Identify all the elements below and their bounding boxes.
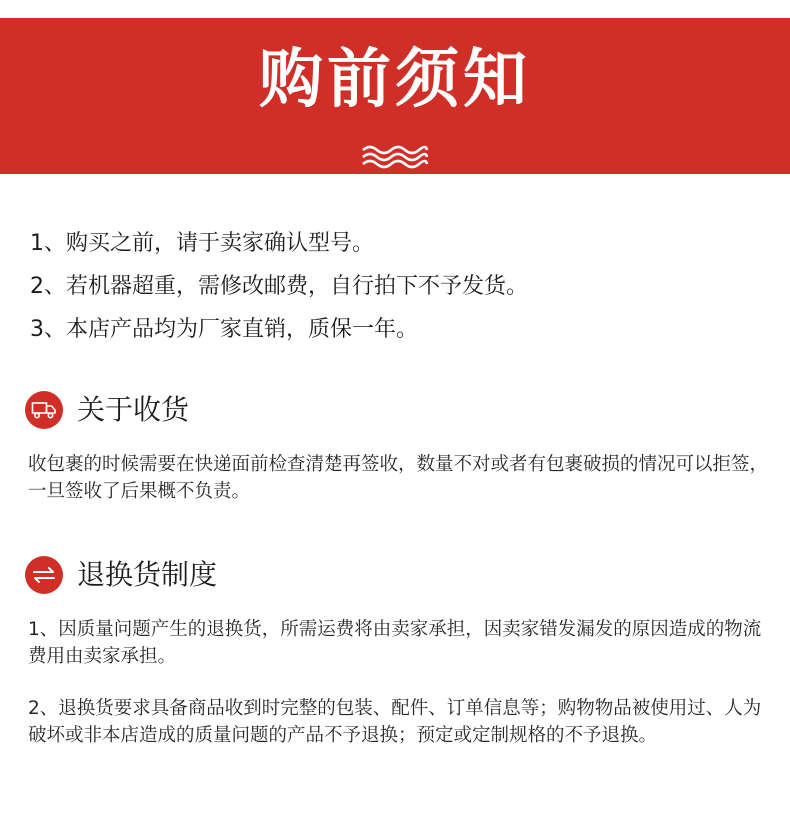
returns-paragraph: 2、退换货要求具备商品收到时完整的包装、配件、订单信息等；购物物品被使用过、人为破坏或非本店造成的质量问题的产品不予退换；预定或定制规格的不予退换。 <box>28 698 762 746</box>
notice-item: 1、购买之前，请于卖家确认型号。 <box>30 231 374 256</box>
returns-paragraph: 1、因质量问题产生的退换货，所需运费将由卖家承担，因卖家错发漏发的原因造成的物流费用由卖家承担。 <box>28 619 762 667</box>
wave-lines-icon <box>361 143 429 169</box>
notice-item: 3、本店产品均为厂家直销，质保一年。 <box>30 317 418 342</box>
notice-item: 2、若机器超重，需修改邮费，自行拍下不予发货。 <box>30 274 528 299</box>
page-title: 购前须知 <box>259 43 531 117</box>
notice-list <box>30 222 528 351</box>
returns-section-header <box>25 554 217 596</box>
section-title: 退换货制度 <box>77 558 218 591</box>
section-title: 关于收货 <box>77 393 190 426</box>
receiving-section-header <box>25 389 189 431</box>
exchange-arrows-icon <box>25 556 63 594</box>
delivery-truck-icon <box>25 391 63 429</box>
header-banner <box>0 18 790 174</box>
receiving-text: 收包裹的时候需要在快递面前检查清楚再签收，数量不对或者有包裹破损的情况可以拒签，一旦签收了后果概不负责。 <box>28 454 769 502</box>
